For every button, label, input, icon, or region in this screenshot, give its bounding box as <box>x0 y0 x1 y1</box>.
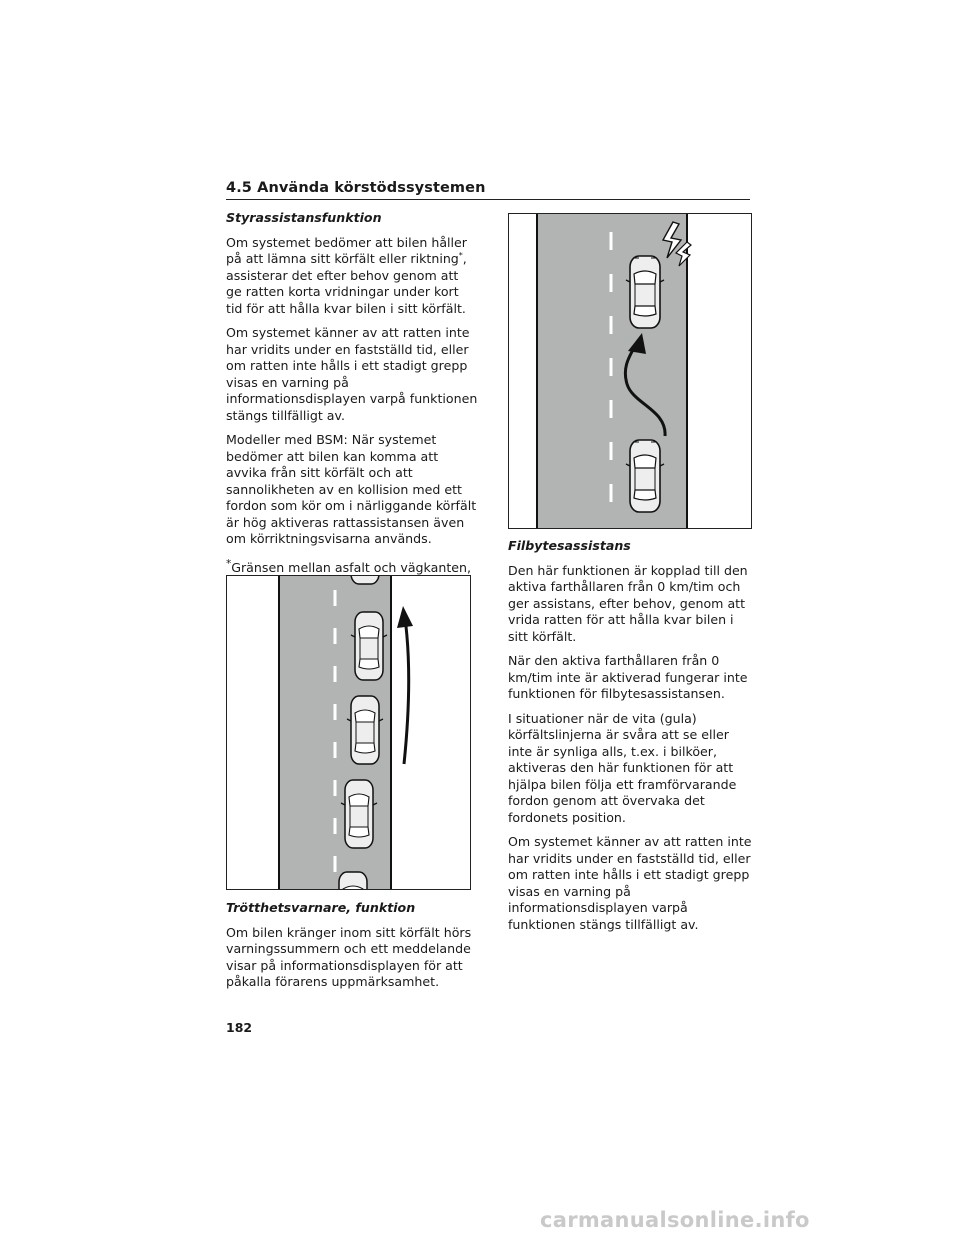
car-icon <box>341 780 377 848</box>
lane-correction-illustration <box>509 214 751 528</box>
section-title: 4.5 Använda körstödssystemen <box>226 180 486 196</box>
lane-following-illustration <box>227 576 470 889</box>
lane-change-paragraph-2: När den aktiva farthållaren från 0 km/tim inte är aktiverad fungerar inte funktionen för filbytesassistansen. <box>508 653 748 701</box>
footnote-marker: * <box>458 250 463 260</box>
lane-change-paragraph-4: Om systemet känner av att ratten inte har vridits under en fastställd tid, eller om ratten inte hålls i ett stadigt grepp visas en varning på informationsdisplayen varpå funktionen stängs tillfälligt av. <box>508 834 752 932</box>
page-number: 182 <box>226 1020 253 1035</box>
figure-lane-following <box>226 575 471 890</box>
lane-change-paragraph-3: I situationer när de vita (gula) körfältslinjerna är svåra att se eller inte är synliga alls, t.ex. i bilköer, aktiveras den här funktionen för att hjälpa bilen följa ett framförvarande fordon genom att övervaka det fordonets position. <box>508 710 737 825</box>
left-column <box>226 210 478 593</box>
figure-lane-correction <box>508 213 752 529</box>
lane-change-paragraph-1: Den här funktionen är kopplad till den aktiva farthållaren från 0 km/tim och ger assistans, efter behov, genom att vrida ratten för att hålla kvar bilen i sitt körfält. <box>508 562 748 644</box>
fatigue-section <box>226 900 478 999</box>
lane-change-assist-heading: Filbytesassistans <box>508 538 631 553</box>
steering-assist-paragraph-3: Modeller med BSM: När systemet bedömer att bilen kan komma att avvika från sitt körfält och att sannolikheten av en kollision med ett fordon som kör om i närliggande körfält är hög aktiveras rattassistansen även om körriktningsvisarna används. <box>226 432 477 546</box>
footnote-text: Gränsen mellan asfalt och vägkanten, <box>231 559 471 575</box>
p1-text-continued: , assisterar det efter behov genom att ge ratten korta vridningar under kort tid för att hålla kvar bilen i sitt körfält. <box>226 251 467 316</box>
right-column <box>508 538 753 941</box>
section-header <box>226 180 750 200</box>
watermark: carmanualsonline.info <box>540 1208 810 1232</box>
car-icon <box>626 440 664 512</box>
fatigue-heading: Trötthetsvarnare, funktion <box>226 900 416 915</box>
steering-assist-paragraph-2: Om systemet känner av att ratten inte har vridits under en fastställd tid, eller om ratten inte hålls i ett stadigt grepp visas en varning på informationsdisplayen varpå funktionen stängs tillfälligt av. <box>226 325 478 423</box>
steering-assist-heading: Styrassistansfunktion <box>226 210 382 225</box>
car-icon <box>347 696 383 764</box>
curved-arrow-icon <box>404 618 409 764</box>
p1-text: Om systemet bedömer att bilen håller på att lämna sitt körfält eller riktning <box>226 234 467 266</box>
steering-assist-paragraph-1 <box>226 235 478 318</box>
car-icon <box>351 612 387 680</box>
car-icon <box>626 256 664 328</box>
footnote-marker-2: * <box>226 557 232 570</box>
arrow-head <box>397 606 413 628</box>
fatigue-paragraph: Om bilen kränger inom sitt körfält hörs varningssummern och ett meddelande visar på informationsdisplayen för att påkalla förarens uppmärksamhet. <box>226 924 472 989</box>
